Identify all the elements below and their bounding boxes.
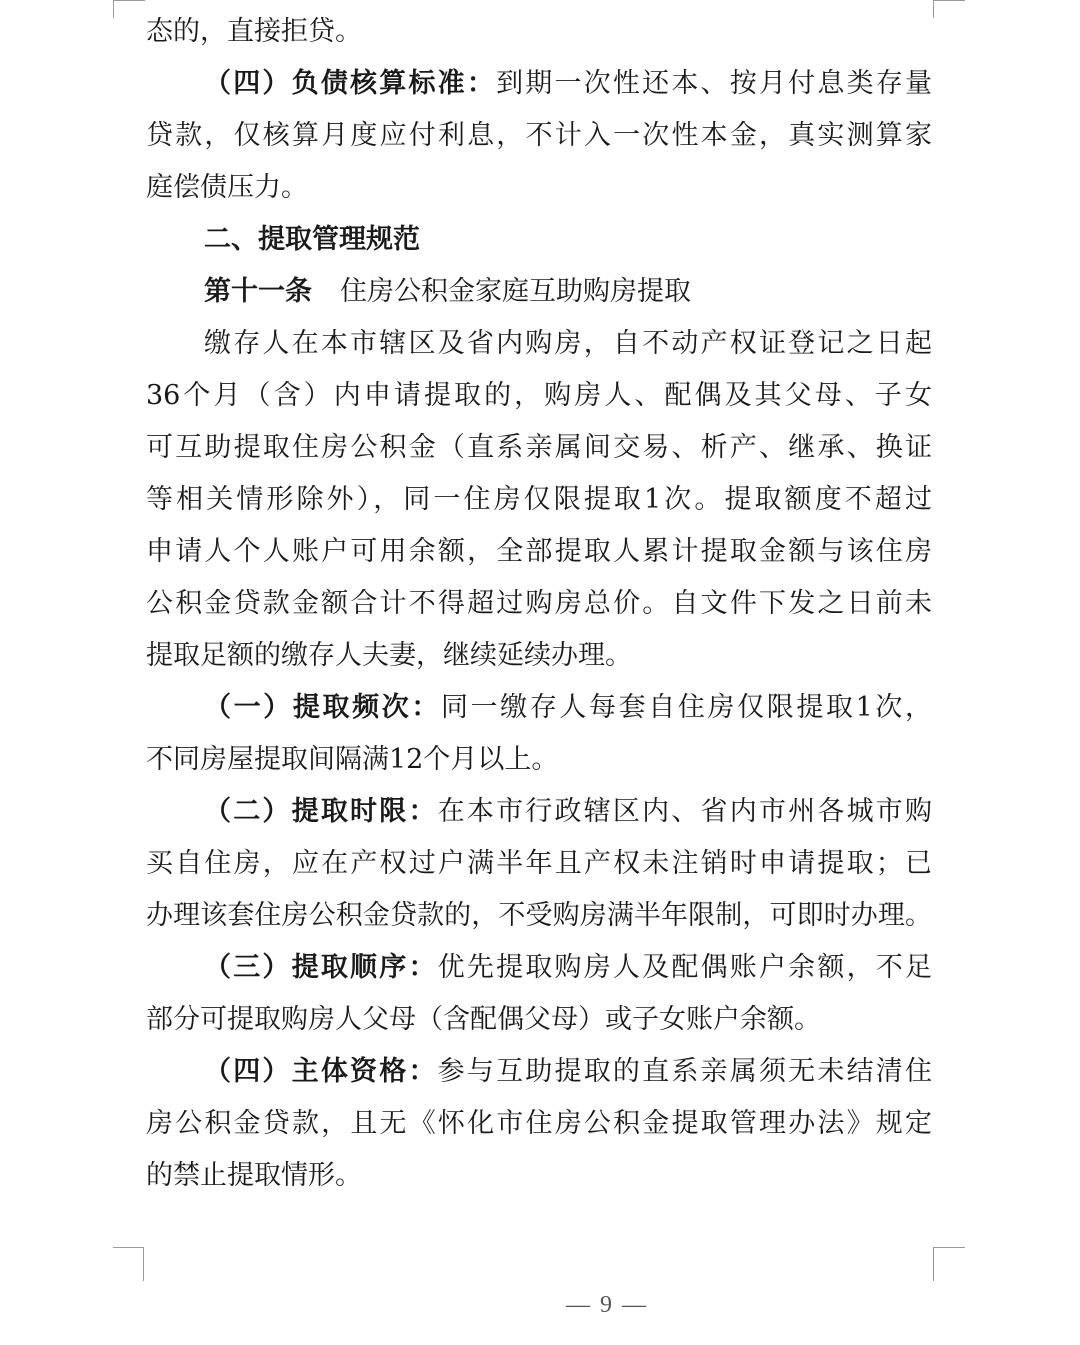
page-number-footer xyxy=(0,1292,1080,1319)
text: 房公积金贷款，且无《怀化市住房公积金提取管理办法》规定 xyxy=(146,1108,932,1139)
page-number-dash-left: — xyxy=(566,1292,590,1318)
text: 优先提取购房人及配偶账户余额，不足 xyxy=(437,952,933,983)
text-line xyxy=(146,942,932,994)
text-line xyxy=(146,578,932,630)
text: 在本市行政辖区内、省内市州各城市购 xyxy=(437,796,933,827)
text-line xyxy=(146,6,932,58)
text-line xyxy=(146,526,932,578)
item-label: （四）主体资格： xyxy=(204,1056,438,1087)
text-line xyxy=(146,1150,932,1202)
page-number-dash-right: — xyxy=(622,1292,646,1318)
article-label: 第十一条 xyxy=(204,276,312,307)
text-line xyxy=(146,734,932,786)
text-line xyxy=(146,474,932,526)
crop-mark-top-left xyxy=(113,0,114,18)
section-heading-line xyxy=(146,214,932,266)
crop-mark-bottom-left-h xyxy=(113,1247,144,1248)
item-label: （三）提取顺序： xyxy=(204,952,438,983)
text-line xyxy=(146,890,932,942)
section-heading: 二、提取管理规范 xyxy=(204,224,420,255)
text: 同一缴存人每套自住房仅限提取1次， xyxy=(440,692,932,723)
text-line xyxy=(146,786,932,838)
text-line xyxy=(146,110,932,162)
text-line xyxy=(146,1046,932,1098)
item-label: （一）提取频次： xyxy=(204,692,441,723)
text: 买自住房，应在产权过户满半年且产权未注销时申请提取；已 xyxy=(146,848,932,879)
text: 缴存人在本市辖区及省内购房，自不动产权证登记之日起 xyxy=(204,328,932,359)
text: 提取足额的缴存人夫妻，继续延续办理。 xyxy=(146,640,632,671)
text: 公积金贷款金额合计不得超过购房总价。自文件下发之日前未 xyxy=(146,588,932,619)
text: 到期一次性还本、按月付息类存量 xyxy=(496,68,933,99)
text: 36个月（含）内申请提取的，购房人、配偶及其父母、子女 xyxy=(146,380,932,411)
text: 可互助提取住房公积金（直系亲属间交易、析产、继承、换证 xyxy=(146,432,932,463)
article-heading-line xyxy=(146,266,932,318)
crop-mark-top-right-h xyxy=(933,0,965,1)
crop-mark-bottom-right-h xyxy=(933,1247,965,1248)
crop-mark-bottom-left xyxy=(143,1247,144,1281)
text-line xyxy=(146,370,932,422)
text-line xyxy=(146,162,932,214)
page-number: 9 xyxy=(600,1292,612,1318)
item-label: （四）负债核算标准： xyxy=(204,68,497,99)
text: 的禁止提取情形。 xyxy=(146,1160,362,1191)
text: 庭偿债压力。 xyxy=(146,172,308,203)
text: 不同房屋提取间隔满12个月以上。 xyxy=(146,744,559,775)
text: 办理该套住房公积金贷款的，不受购房满半年限制，可即时办理。 xyxy=(146,900,932,931)
text: 贷款，仅核算月度应付利息，不计入一次性本金，真实测算家 xyxy=(146,120,932,151)
text: 态的，直接拒贷。 xyxy=(146,16,362,47)
article-title: 住房公积金家庭互助购房提取 xyxy=(340,276,691,307)
text: 参与互助提取的直系亲属须无未结清住 xyxy=(437,1056,933,1087)
text: 部分可提取购房人父母（含配偶父母）或子女账户余额。 xyxy=(146,1004,821,1035)
text-line xyxy=(146,838,932,890)
text: 申请人个人账户可用余额，全部提取人累计提取金额与该住房 xyxy=(146,536,932,567)
text-line xyxy=(146,58,932,110)
text-line xyxy=(146,682,932,734)
text-line xyxy=(146,1098,932,1150)
text-line xyxy=(146,422,932,474)
document-body xyxy=(146,6,932,1202)
crop-mark-top-left-h xyxy=(113,0,145,1)
crop-mark-top-right xyxy=(933,0,934,18)
text-line xyxy=(146,994,932,1046)
text: 等相关情形除外），同一住房仅限提取1次。提取额度不超过 xyxy=(146,484,932,515)
text-line xyxy=(146,318,932,370)
text-line xyxy=(146,630,932,682)
item-label: （二）提取时限： xyxy=(204,796,438,827)
crop-mark-bottom-right xyxy=(933,1247,934,1281)
